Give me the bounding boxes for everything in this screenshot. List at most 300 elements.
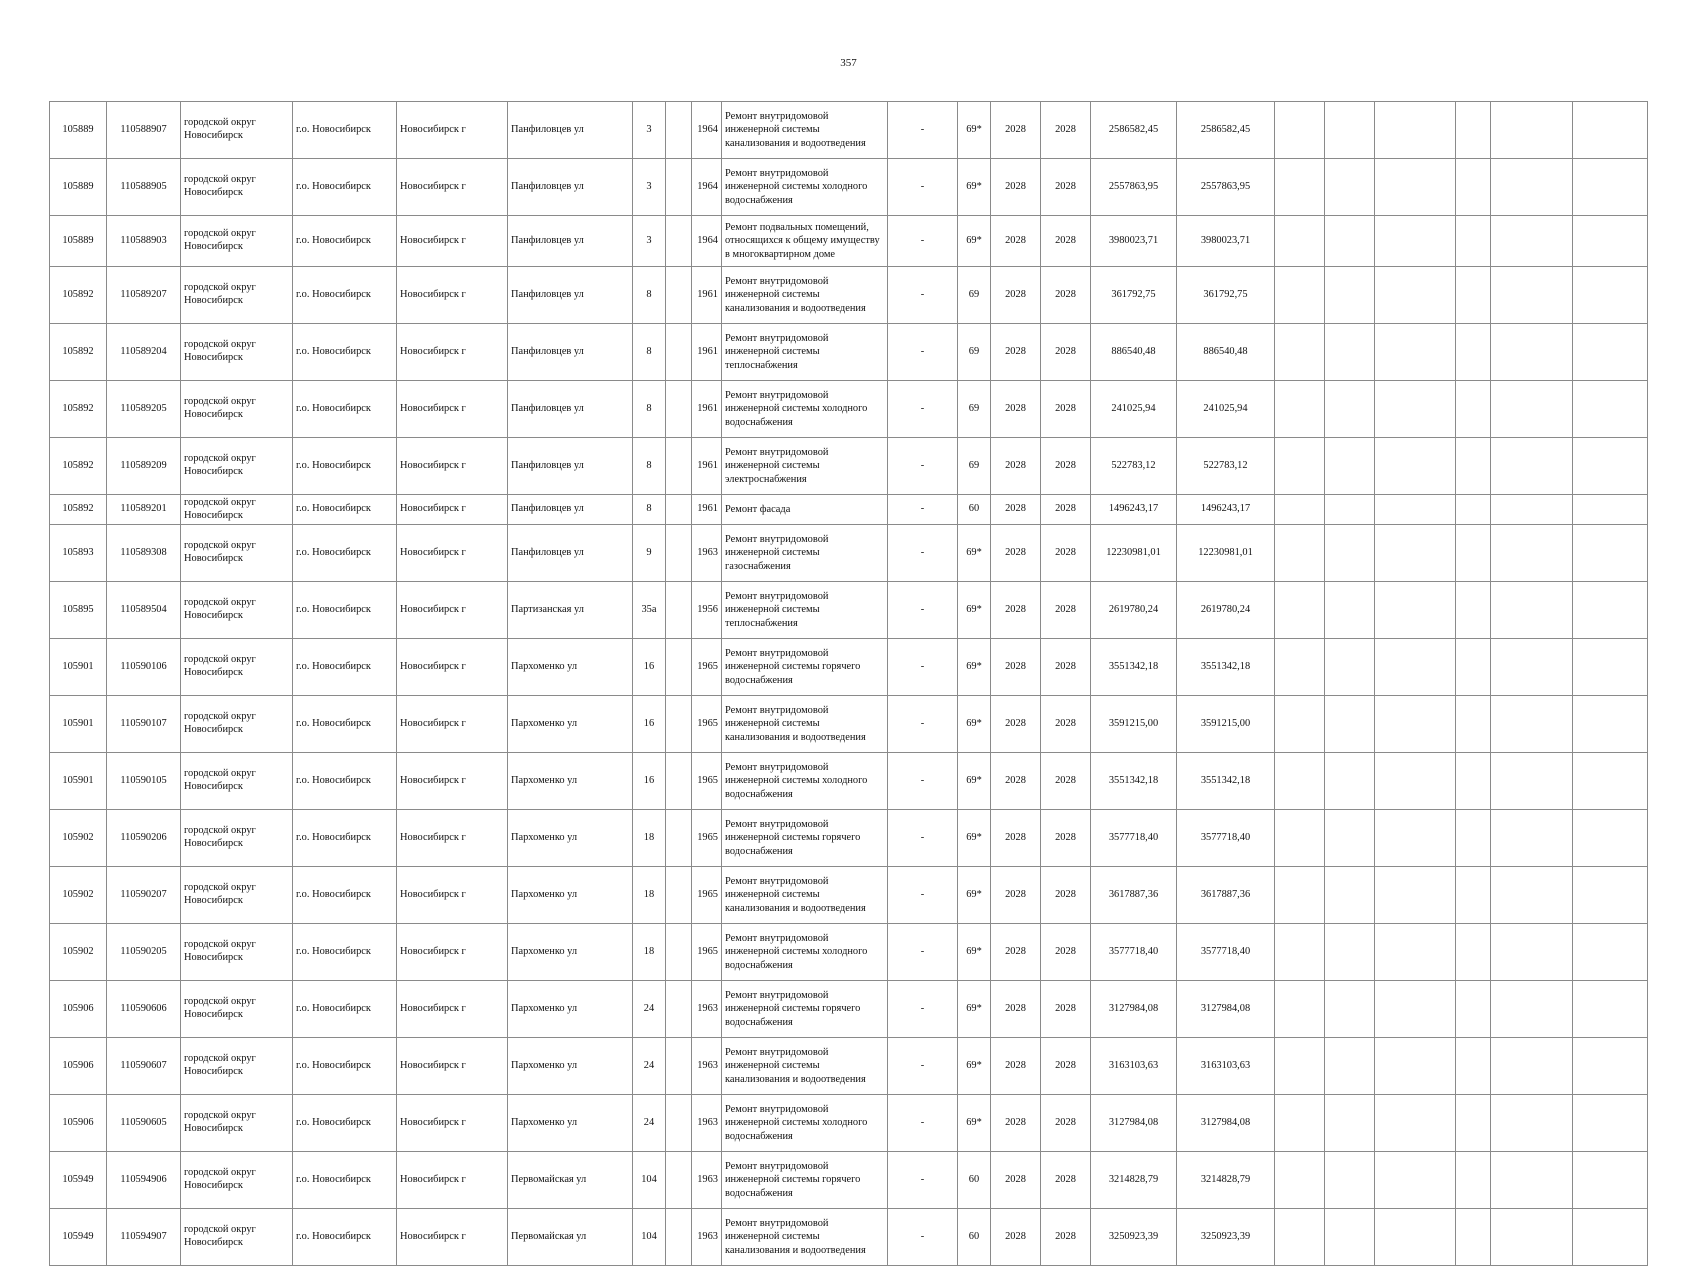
year-end-cell: 2028 [1041, 216, 1091, 267]
empty-cell [1325, 867, 1375, 924]
empty-cell [1456, 1209, 1491, 1266]
empty-cell [1375, 1209, 1456, 1266]
empty-cell [1573, 102, 1648, 159]
city-cell: Новосибирск г [397, 324, 508, 381]
table-row [50, 582, 1648, 639]
city-cell: Новосибирск г [397, 102, 508, 159]
work-id-cell: 110589504 [107, 582, 181, 639]
cost-total-cell: 1496243,17 [1177, 495, 1275, 525]
year-start-cell: 2028 [991, 324, 1041, 381]
table-row [50, 639, 1648, 696]
empty-cell [1573, 216, 1648, 267]
work-id-cell: 110589205 [107, 381, 181, 438]
city-cell: Новосибирск г [397, 267, 508, 324]
empty-cell [1275, 582, 1325, 639]
cost-total-cell: 2557863,95 [1177, 159, 1275, 216]
table-row [50, 981, 1648, 1038]
object-id-cell: 105949 [50, 1209, 107, 1266]
district-cell: г.о. Новосибирск [293, 1095, 397, 1152]
object-id-cell: 105893 [50, 525, 107, 582]
wear-percent-cell: 69 [958, 267, 991, 324]
cost-cell: 2619780,24 [1091, 582, 1177, 639]
city-cell: Новосибирск г [397, 867, 508, 924]
build-year-cell: 1961 [692, 438, 722, 495]
year-end-cell: 2028 [1041, 495, 1091, 525]
year-start-cell: 2028 [991, 696, 1041, 753]
cost-total-cell: 886540,48 [1177, 324, 1275, 381]
work-id-cell: 110590106 [107, 639, 181, 696]
table-row [50, 867, 1648, 924]
wear-percent-cell: 69* [958, 1095, 991, 1152]
cost-cell: 3250923,39 [1091, 1209, 1177, 1266]
wear-percent-cell: 69* [958, 753, 991, 810]
district-cell: г.о. Новосибирск [293, 1038, 397, 1095]
empty-cell [1491, 159, 1573, 216]
empty-cell [1573, 867, 1648, 924]
house-number-cell: 8 [633, 324, 666, 381]
house-number-cell: 35а [633, 582, 666, 639]
object-id-cell: 105902 [50, 810, 107, 867]
empty-cell [1456, 267, 1491, 324]
empty-cell [1375, 495, 1456, 525]
empty-cell [1325, 216, 1375, 267]
city-cell: Новосибирск г [397, 438, 508, 495]
house-number-cell: 3 [633, 216, 666, 267]
cost-total-cell: 3577718,40 [1177, 810, 1275, 867]
empty-cell [1491, 438, 1573, 495]
cost-cell: 3551342,18 [1091, 639, 1177, 696]
cost-total-cell: 361792,75 [1177, 267, 1275, 324]
wear-percent-cell: 60 [958, 1209, 991, 1266]
empty-cell [1375, 324, 1456, 381]
dash-cell: - [888, 102, 958, 159]
cost-total-cell: 12230981,01 [1177, 525, 1275, 582]
cost-cell: 3617887,36 [1091, 867, 1177, 924]
table-row [50, 159, 1648, 216]
house-number-cell: 3 [633, 102, 666, 159]
district-cell: г.о. Новосибирск [293, 525, 397, 582]
year-end-cell: 2028 [1041, 267, 1091, 324]
empty-cell [1325, 159, 1375, 216]
house-number-cell: 24 [633, 981, 666, 1038]
empty-cell [1456, 1095, 1491, 1152]
empty-cell [1275, 639, 1325, 696]
empty-cell [1375, 267, 1456, 324]
work-type-cell: Ремонт внутридомовой инженерной системы канализования и водоотведения [722, 696, 888, 753]
work-id-cell: 110588907 [107, 102, 181, 159]
cost-total-cell: 3127984,08 [1177, 981, 1275, 1038]
municipality-cell: городской округ Новосибирск [181, 639, 293, 696]
street-cell: Пархоменко ул [508, 696, 633, 753]
empty-cell [1573, 324, 1648, 381]
table-row [50, 438, 1648, 495]
dash-cell: - [888, 324, 958, 381]
municipality-cell: городской округ Новосибирск [181, 1209, 293, 1266]
empty-cell [1325, 1095, 1375, 1152]
street-cell: Пархоменко ул [508, 981, 633, 1038]
cost-cell: 3127984,08 [1091, 1095, 1177, 1152]
house-number-cell: 24 [633, 1095, 666, 1152]
district-cell: г.о. Новосибирск [293, 1152, 397, 1209]
build-year-cell: 1965 [692, 639, 722, 696]
year-start-cell: 2028 [991, 924, 1041, 981]
empty-cell [1573, 438, 1648, 495]
municipality-cell: городской округ Новосибирск [181, 381, 293, 438]
year-start-cell: 2028 [991, 1209, 1041, 1266]
district-cell: г.о. Новосибирск [293, 981, 397, 1038]
street-cell: Панфиловцев ул [508, 216, 633, 267]
empty-cell [1275, 324, 1325, 381]
empty-cell [1573, 1095, 1648, 1152]
house-number-cell: 18 [633, 924, 666, 981]
build-year-cell: 1964 [692, 216, 722, 267]
build-year-cell: 1963 [692, 981, 722, 1038]
cost-total-cell: 3551342,18 [1177, 639, 1275, 696]
year-end-cell: 2028 [1041, 102, 1091, 159]
wear-percent-cell: 69* [958, 696, 991, 753]
build-year-cell: 1965 [692, 696, 722, 753]
empty-cell [1325, 324, 1375, 381]
table-row [50, 525, 1648, 582]
street-cell: Панфиловцев ул [508, 525, 633, 582]
empty-cell [1456, 639, 1491, 696]
empty-cell [1275, 867, 1325, 924]
city-cell: Новосибирск г [397, 753, 508, 810]
year-start-cell: 2028 [991, 267, 1041, 324]
empty-cell [1573, 267, 1648, 324]
house-number-cell: 16 [633, 696, 666, 753]
work-id-cell: 110589308 [107, 525, 181, 582]
build-year-cell: 1964 [692, 102, 722, 159]
empty-cell [1375, 102, 1456, 159]
municipality-cell: городской округ Новосибирск [181, 582, 293, 639]
empty-cell [1573, 696, 1648, 753]
cost-cell: 886540,48 [1091, 324, 1177, 381]
cost-cell: 2586582,45 [1091, 102, 1177, 159]
empty-cell [1375, 438, 1456, 495]
empty-cell [1491, 753, 1573, 810]
cost-cell: 1496243,17 [1091, 495, 1177, 525]
empty-cell [1275, 438, 1325, 495]
page-number: 357 [840, 57, 857, 69]
cost-total-cell: 3214828,79 [1177, 1152, 1275, 1209]
wear-percent-cell: 69* [958, 159, 991, 216]
object-id-cell: 105892 [50, 324, 107, 381]
work-type-cell: Ремонт внутридомовой инженерной системы горячего водоснабжения [722, 1152, 888, 1209]
empty-cell [1573, 981, 1648, 1038]
house-number-cell: 18 [633, 810, 666, 867]
empty-cell [1325, 102, 1375, 159]
street-cell: Пархоменко ул [508, 810, 633, 867]
table-row [50, 267, 1648, 324]
work-type-cell: Ремонт внутридомовой инженерной системы горячего водоснабжения [722, 981, 888, 1038]
municipality-cell: городской округ Новосибирск [181, 267, 293, 324]
object-id-cell: 105906 [50, 981, 107, 1038]
table-row [50, 753, 1648, 810]
object-id-cell: 105889 [50, 159, 107, 216]
year-start-cell: 2028 [991, 639, 1041, 696]
municipality-cell: городской округ Новосибирск [181, 1152, 293, 1209]
empty-cell [1325, 1209, 1375, 1266]
work-type-cell: Ремонт внутридомовой инженерной системы канализования и водоотведения [722, 867, 888, 924]
empty-cell [1275, 159, 1325, 216]
build-year-cell: 1961 [692, 495, 722, 525]
city-cell: Новосибирск г [397, 495, 508, 525]
cost-cell: 522783,12 [1091, 438, 1177, 495]
empty-cell [1275, 216, 1325, 267]
work-id-cell: 110594906 [107, 1152, 181, 1209]
house-letter-cell [666, 438, 692, 495]
work-id-cell: 110588905 [107, 159, 181, 216]
house-letter-cell [666, 810, 692, 867]
year-end-cell: 2028 [1041, 753, 1091, 810]
empty-cell [1491, 924, 1573, 981]
street-cell: Партизанская ул [508, 582, 633, 639]
table-row [50, 1095, 1648, 1152]
empty-cell [1325, 525, 1375, 582]
house-letter-cell [666, 495, 692, 525]
municipality-cell: городской округ Новосибирск [181, 924, 293, 981]
dash-cell: - [888, 924, 958, 981]
city-cell: Новосибирск г [397, 1095, 508, 1152]
object-id-cell: 105901 [50, 696, 107, 753]
object-id-cell: 105906 [50, 1095, 107, 1152]
municipality-cell: городской округ Новосибирск [181, 438, 293, 495]
work-type-cell: Ремонт внутридомовой инженерной системы холодного водоснабжения [722, 924, 888, 981]
house-letter-cell [666, 525, 692, 582]
street-cell: Панфиловцев ул [508, 159, 633, 216]
city-cell: Новосибирск г [397, 216, 508, 267]
dash-cell: - [888, 582, 958, 639]
object-id-cell: 105902 [50, 924, 107, 981]
street-cell: Панфиловцев ул [508, 324, 633, 381]
year-start-cell: 2028 [991, 867, 1041, 924]
empty-cell [1456, 324, 1491, 381]
year-end-cell: 2028 [1041, 381, 1091, 438]
table-row [50, 324, 1648, 381]
empty-cell [1491, 1209, 1573, 1266]
object-id-cell: 105906 [50, 1038, 107, 1095]
district-cell: г.о. Новосибирск [293, 324, 397, 381]
empty-cell [1325, 438, 1375, 495]
house-letter-cell [666, 381, 692, 438]
district-cell: г.о. Новосибирск [293, 639, 397, 696]
street-cell: Первомайская ул [508, 1152, 633, 1209]
work-id-cell: 110590607 [107, 1038, 181, 1095]
district-cell: г.о. Новосибирск [293, 159, 397, 216]
year-end-cell: 2028 [1041, 159, 1091, 216]
year-start-cell: 2028 [991, 753, 1041, 810]
empty-cell [1491, 525, 1573, 582]
work-type-cell: Ремонт внутридомовой инженерной системы горячего водоснабжения [722, 639, 888, 696]
district-cell: г.о. Новосибирск [293, 696, 397, 753]
dash-cell: - [888, 810, 958, 867]
wear-percent-cell: 69* [958, 867, 991, 924]
municipality-cell: городской округ Новосибирск [181, 102, 293, 159]
year-start-cell: 2028 [991, 1095, 1041, 1152]
empty-cell [1375, 159, 1456, 216]
empty-cell [1275, 924, 1325, 981]
work-type-cell: Ремонт подвальных помещений, относящихся к общему имуществу в многоквартирном доме [722, 216, 888, 267]
wear-percent-cell: 69 [958, 381, 991, 438]
house-letter-cell [666, 981, 692, 1038]
empty-cell [1491, 810, 1573, 867]
object-id-cell: 105892 [50, 381, 107, 438]
dash-cell: - [888, 267, 958, 324]
city-cell: Новосибирск г [397, 981, 508, 1038]
build-year-cell: 1965 [692, 753, 722, 810]
object-id-cell: 105892 [50, 495, 107, 525]
empty-cell [1573, 753, 1648, 810]
house-letter-cell [666, 159, 692, 216]
work-id-cell: 110590207 [107, 867, 181, 924]
year-end-cell: 2028 [1041, 582, 1091, 639]
cost-cell: 3591215,00 [1091, 696, 1177, 753]
municipality-cell: городской округ Новосибирск [181, 324, 293, 381]
house-number-cell: 3 [633, 159, 666, 216]
year-start-cell: 2028 [991, 1152, 1041, 1209]
empty-cell [1275, 753, 1325, 810]
empty-cell [1491, 582, 1573, 639]
empty-cell [1491, 981, 1573, 1038]
city-cell: Новосибирск г [397, 696, 508, 753]
year-end-cell: 2028 [1041, 324, 1091, 381]
street-cell: Пархоменко ул [508, 753, 633, 810]
year-end-cell: 2028 [1041, 1209, 1091, 1266]
cost-cell: 361792,75 [1091, 267, 1177, 324]
district-cell: г.о. Новосибирск [293, 102, 397, 159]
dash-cell: - [888, 1152, 958, 1209]
table-row [50, 102, 1648, 159]
cost-total-cell: 3127984,08 [1177, 1095, 1275, 1152]
year-start-cell: 2028 [991, 381, 1041, 438]
build-year-cell: 1965 [692, 867, 722, 924]
empty-cell [1456, 438, 1491, 495]
capital-repair-table [49, 101, 1648, 1266]
empty-cell [1456, 696, 1491, 753]
empty-cell [1275, 381, 1325, 438]
cost-total-cell: 3163103,63 [1177, 1038, 1275, 1095]
empty-cell [1456, 867, 1491, 924]
house-number-cell: 18 [633, 867, 666, 924]
build-year-cell: 1963 [692, 1209, 722, 1266]
empty-cell [1325, 495, 1375, 525]
wear-percent-cell: 69* [958, 525, 991, 582]
empty-cell [1375, 381, 1456, 438]
work-id-cell: 110589201 [107, 495, 181, 525]
street-cell: Панфиловцев ул [508, 381, 633, 438]
table-row [50, 381, 1648, 438]
empty-cell [1375, 867, 1456, 924]
work-id-cell: 110590606 [107, 981, 181, 1038]
year-end-cell: 2028 [1041, 867, 1091, 924]
dash-cell: - [888, 867, 958, 924]
city-cell: Новосибирск г [397, 525, 508, 582]
wear-percent-cell: 69* [958, 639, 991, 696]
work-type-cell: Ремонт внутридомовой инженерной системы теплоснабжения [722, 582, 888, 639]
year-end-cell: 2028 [1041, 981, 1091, 1038]
street-cell: Пархоменко ул [508, 924, 633, 981]
cost-cell: 3980023,71 [1091, 216, 1177, 267]
cost-total-cell: 3250923,39 [1177, 1209, 1275, 1266]
city-cell: Новосибирск г [397, 159, 508, 216]
table-row [50, 1209, 1648, 1266]
cost-cell: 3577718,40 [1091, 810, 1177, 867]
street-cell: Панфиловцев ул [508, 102, 633, 159]
empty-cell [1325, 924, 1375, 981]
house-letter-cell [666, 924, 692, 981]
wear-percent-cell: 60 [958, 495, 991, 525]
empty-cell [1491, 639, 1573, 696]
build-year-cell: 1961 [692, 324, 722, 381]
empty-cell [1491, 495, 1573, 525]
year-start-cell: 2028 [991, 495, 1041, 525]
district-cell: г.о. Новосибирск [293, 267, 397, 324]
empty-cell [1275, 696, 1325, 753]
house-number-cell: 16 [633, 753, 666, 810]
work-type-cell: Ремонт внутридомовой инженерной системы канализования и водоотведения [722, 102, 888, 159]
wear-percent-cell: 60 [958, 1152, 991, 1209]
object-id-cell: 105895 [50, 582, 107, 639]
empty-cell [1573, 1209, 1648, 1266]
dash-cell: - [888, 981, 958, 1038]
wear-percent-cell: 69* [958, 1038, 991, 1095]
municipality-cell: городской округ Новосибирск [181, 216, 293, 267]
district-cell: г.о. Новосибирск [293, 381, 397, 438]
dash-cell: - [888, 639, 958, 696]
work-id-cell: 110590205 [107, 924, 181, 981]
empty-cell [1573, 159, 1648, 216]
year-start-cell: 2028 [991, 102, 1041, 159]
year-start-cell: 2028 [991, 981, 1041, 1038]
year-end-cell: 2028 [1041, 525, 1091, 582]
work-type-cell: Ремонт фасада [722, 495, 888, 525]
empty-cell [1573, 924, 1648, 981]
work-type-cell: Ремонт внутридомовой инженерной системы канализования и водоотведения [722, 267, 888, 324]
empty-cell [1375, 639, 1456, 696]
district-cell: г.о. Новосибирск [293, 867, 397, 924]
object-id-cell: 105902 [50, 867, 107, 924]
work-type-cell: Ремонт внутридомовой инженерной системы холодного водоснабжения [722, 159, 888, 216]
house-letter-cell [666, 1209, 692, 1266]
build-year-cell: 1956 [692, 582, 722, 639]
empty-cell [1375, 753, 1456, 810]
house-number-cell: 8 [633, 267, 666, 324]
wear-percent-cell: 69 [958, 324, 991, 381]
street-cell: Пархоменко ул [508, 867, 633, 924]
house-number-cell: 8 [633, 381, 666, 438]
municipality-cell: городской округ Новосибирск [181, 753, 293, 810]
year-end-cell: 2028 [1041, 696, 1091, 753]
work-type-cell: Ремонт внутридомовой инженерной системы теплоснабжения [722, 324, 888, 381]
work-id-cell: 110590206 [107, 810, 181, 867]
work-id-cell: 110594907 [107, 1209, 181, 1266]
empty-cell [1325, 381, 1375, 438]
work-type-cell: Ремонт внутридомовой инженерной системы электроснабжения [722, 438, 888, 495]
empty-cell [1491, 267, 1573, 324]
year-start-cell: 2028 [991, 438, 1041, 495]
work-type-cell: Ремонт внутридомовой инженерной системы канализования и водоотведения [722, 1209, 888, 1266]
empty-cell [1456, 924, 1491, 981]
cost-cell: 3577718,40 [1091, 924, 1177, 981]
cost-total-cell: 522783,12 [1177, 438, 1275, 495]
build-year-cell: 1963 [692, 1038, 722, 1095]
empty-cell [1375, 981, 1456, 1038]
empty-cell [1375, 924, 1456, 981]
cost-total-cell: 3551342,18 [1177, 753, 1275, 810]
empty-cell [1491, 324, 1573, 381]
work-type-cell: Ремонт внутридомовой инженерной системы канализования и водоотведения [722, 1038, 888, 1095]
